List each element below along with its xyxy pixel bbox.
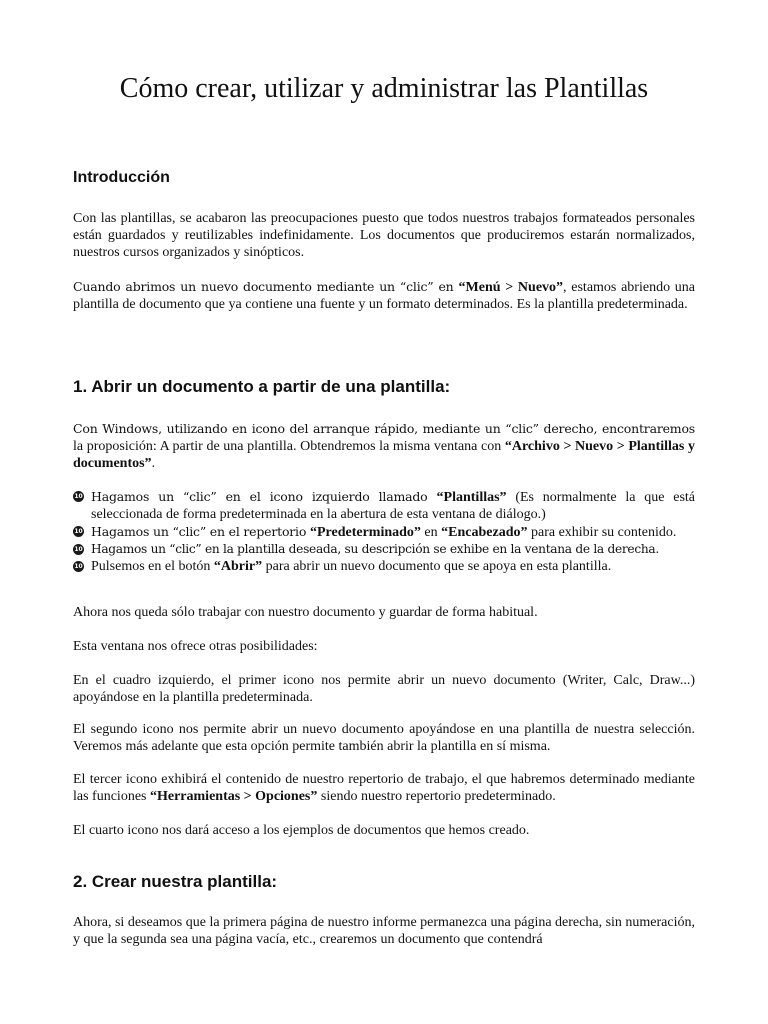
- steps-list: [73, 488, 695, 575]
- menu-path-plantillas: “Archivo > Nuevo > Plantillas y documentos”: [73, 439, 695, 471]
- text-run: , estamos abriendo una plantilla de documento que ya contiene una fuente y un formato determinados. Es la plantilla predeterminada.: [73, 280, 695, 312]
- text-run: .: [151, 456, 156, 471]
- text-run: El tercer icono exhibirá el contenido de nuestro repertorio de trabajo, el que habremos determinado mediante las funciones: [73, 772, 695, 804]
- text-run: la proposición: A partir de una plantilla. Obtendremos la misma ventana con: [73, 439, 505, 454]
- section-1-paragraph: [73, 420, 695, 472]
- text-run: Hagamos un “clic” en la plantilla deseada, su descripción se exhibe en la ventana de la derecha.: [91, 542, 659, 556]
- text-run: para exhibir su contenido.: [527, 525, 677, 540]
- bold-term: “Plantillas”: [436, 490, 507, 505]
- text-run: Con Windows, utilizando en icono del arranque rápido, mediante un “clic” derecho, encontraremos: [73, 421, 695, 436]
- list-item: [73, 541, 695, 558]
- section-1-heading: 1. Abrir un documento a partir de una plantilla:: [73, 377, 451, 396]
- document-page: [73, 0, 695, 947]
- numbered-bullet-icon: 10: [74, 528, 83, 535]
- text-run: Hagamos un “clic” en el icono izquierdo llamado: [91, 489, 437, 504]
- paragraph: [73, 771, 695, 805]
- text-run: Pulsemos en el botón: [91, 559, 214, 574]
- list-item: [73, 523, 695, 541]
- text-run: en: [420, 525, 442, 540]
- paragraph: El segundo icono nos permite abrir un nuevo documento apoyándose en una plantilla de nuestra selección. Veremos más adelante que esta opción permite también abrir la plantilla en sí misma.: [73, 722, 695, 754]
- document-title: Cómo crear, utilizar y administrar las Plantillas: [119, 73, 649, 104]
- numbered-bullet-icon: 10: [74, 546, 83, 553]
- bold-term: “Predeterminado”: [309, 525, 421, 540]
- text-run: Hagamos un “clic” en el repertorio: [91, 524, 310, 539]
- bold-term: “Abrir”: [213, 559, 263, 574]
- paragraph: Ahora nos queda sólo trabajar con nuestro documento y guardar de forma habitual.: [73, 605, 538, 620]
- section-2-paragraph: Ahora, si deseamos que la primera página de nuestro informe permanezca una página derecha, sin numeración, y que la segunda sea una página vacía, etc., crearemos un documento que contendrá: [73, 915, 695, 947]
- bold-term: “Encabezado”: [441, 525, 528, 540]
- intro-heading: Introducción: [73, 169, 170, 186]
- menu-path-herramientas: “Herramientas > Opciones”: [149, 789, 318, 804]
- intro-paragraph-1: Con las plantillas, se acabaron las preocupaciones puesto que todos nuestros trabajos formateados personales están guardados y reutilizables indefinidamente. Los documentos que produciremos estarán normalizados, nuestros cursos organizados y sinópticos.: [73, 211, 695, 260]
- paragraph: Esta ventana nos ofrece otras posibilidades:: [73, 639, 318, 654]
- text-run: (Es normalmente la que está seleccionada de forma predeterminada en la abertura de esta ventana de diálogo.): [91, 490, 695, 522]
- paragraph: En el cuadro izquierdo, el primer icono nos permite abrir un nuevo documento (Writer, Calc, Draw...) apoyándose en la plantilla predeterminada.: [73, 673, 695, 705]
- intro-paragraph-2: [73, 278, 695, 313]
- text-run: siendo nuestro repertorio predeterminado.: [317, 789, 556, 804]
- text-run: Cuando abrimos un nuevo documento mediante un “clic” en: [73, 279, 459, 294]
- section-2-heading: 2. Crear nuestra plantilla:: [73, 872, 278, 891]
- numbered-bullet-icon: 10: [74, 493, 83, 500]
- list-item: [73, 488, 695, 523]
- paragraph: El cuarto icono nos dará acceso a los ejemplos de documentos que hemos creado.: [73, 823, 530, 838]
- list-item: [73, 558, 695, 575]
- numbered-bullet-icon: 10: [74, 563, 83, 570]
- text-run: para abrir un nuevo documento que se apoya en esta plantilla.: [262, 559, 612, 574]
- menu-path-nuevo: “Menú > Nuevo”: [458, 280, 564, 295]
